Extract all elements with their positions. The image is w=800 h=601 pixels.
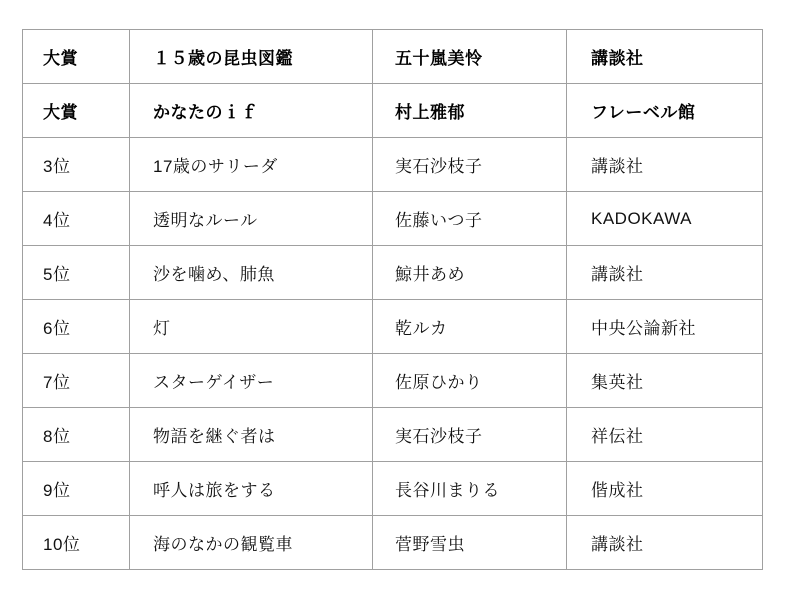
title-cell: かなたのｉｆ (130, 84, 373, 138)
title-cell: 海のなかの観覧車 (130, 516, 373, 570)
publisher-cell: 中央公論新社 (567, 300, 763, 354)
rank-cell: 3位 (23, 138, 130, 192)
author-cell: 五十嵐美怜 (373, 30, 567, 84)
rank-cell: 4位 (23, 192, 130, 246)
publisher-cell: 偕成社 (567, 462, 763, 516)
table-row (23, 246, 763, 300)
author-cell: 佐原ひかり (373, 354, 567, 408)
title-cell: 17歳のサリーダ (130, 138, 373, 192)
title-cell: 灯 (130, 300, 373, 354)
table-row (23, 300, 763, 354)
author-cell: 長谷川まりる (373, 462, 567, 516)
author-cell: 実石沙枝子 (373, 408, 567, 462)
publisher-cell: 講談社 (567, 246, 763, 300)
table-row (23, 192, 763, 246)
table-row (23, 462, 763, 516)
table-row (23, 84, 763, 138)
rank-cell: 8位 (23, 408, 130, 462)
rank-cell: 5位 (23, 246, 130, 300)
title-cell: 沙を噛め、肺魚 (130, 246, 373, 300)
publisher-cell: 講談社 (567, 30, 763, 84)
publisher-cell: 集英社 (567, 354, 763, 408)
publisher-cell: 講談社 (567, 516, 763, 570)
title-cell: 物語を継ぐ者は (130, 408, 373, 462)
book-ranking-table (22, 29, 763, 570)
rank-cell: 大賞 (23, 84, 130, 138)
author-cell: 佐藤いつ子 (373, 192, 567, 246)
author-cell: 菅野雪虫 (373, 516, 567, 570)
rank-cell: 10位 (23, 516, 130, 570)
table-row (23, 408, 763, 462)
table-row (23, 30, 763, 84)
publisher-cell: KADOKAWA (567, 192, 763, 246)
title-cell: １５歳の昆虫図鑑 (130, 30, 373, 84)
title-cell: スターゲイザー (130, 354, 373, 408)
publisher-cell: フレーベル館 (567, 84, 763, 138)
title-cell: 透明なルール (130, 192, 373, 246)
rank-cell: 6位 (23, 300, 130, 354)
rank-cell: 9位 (23, 462, 130, 516)
rank-cell: 7位 (23, 354, 130, 408)
author-cell: 鯨井あめ (373, 246, 567, 300)
rank-cell: 大賞 (23, 30, 130, 84)
table-row (23, 354, 763, 408)
publisher-cell: 講談社 (567, 138, 763, 192)
author-cell: 実石沙枝子 (373, 138, 567, 192)
author-cell: 乾ルカ (373, 300, 567, 354)
author-cell: 村上雅郁 (373, 84, 567, 138)
table-row (23, 516, 763, 570)
table-row (23, 138, 763, 192)
title-cell: 呼人は旅をする (130, 462, 373, 516)
publisher-cell: 祥伝社 (567, 408, 763, 462)
table-body (23, 30, 763, 570)
